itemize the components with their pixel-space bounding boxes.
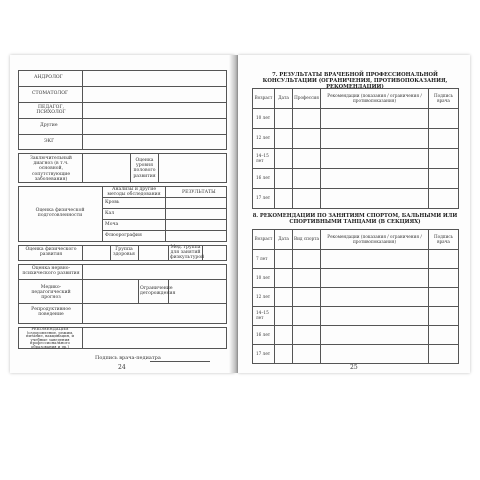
col-header: Подпись врача xyxy=(429,89,459,109)
fitness-assessment-label: Оценка физической подготовленности xyxy=(35,208,85,219)
recommendation-cell[interactable] xyxy=(321,189,429,209)
row-stomatolog: СТОМАТОЛОГ xyxy=(32,91,68,96)
age-cell: 17 лет xyxy=(253,345,275,364)
sport-cell[interactable] xyxy=(293,250,321,269)
recommendations-label: РЕКОМЕНДАЦИИ (оздоровление, режим, питание, вакцинация, и учебные заведения профессионального образования и др.) xyxy=(25,326,74,349)
signature-cell[interactable] xyxy=(429,149,459,169)
left-page xyxy=(10,55,235,373)
recommendation-cell[interactable] xyxy=(321,288,429,307)
date-cell[interactable] xyxy=(275,109,293,129)
row-androlog: АНДРОЛОГ xyxy=(34,75,63,80)
date-cell[interactable] xyxy=(275,307,293,326)
signature-label: Подпись врача-педиатра xyxy=(95,355,161,361)
row-psycholog: ПЕДАГОГ, ПСИХОЛОГ xyxy=(36,105,66,116)
fluorography-label: Флюорография xyxy=(105,233,142,238)
signature-cell[interactable] xyxy=(429,109,459,129)
signature-cell[interactable] xyxy=(429,250,459,269)
table-section-7 xyxy=(252,88,459,209)
reproductive-label: Репродуктивное поведение xyxy=(31,307,71,318)
page-number-right: 25 xyxy=(350,364,358,371)
table-row xyxy=(253,189,459,209)
age-cell: 7 лет xyxy=(253,250,275,269)
divider xyxy=(158,153,159,183)
table-row xyxy=(253,149,459,169)
profession-cell[interactable] xyxy=(293,169,321,189)
section-8-title: 8. РЕКОМЕНДАЦИИ ПО ЗАНЯТИЯМ СПОРТОМ, БАЛЬНЫМИ ИЛИ СПОРТИВНЫМИ ТАНЦАМИ (В СЕКЦИЯХ) xyxy=(252,213,458,225)
divider xyxy=(165,186,166,242)
analyses-label: Анализы и другие методы обследования xyxy=(107,187,161,198)
recommendation-cell[interactable] xyxy=(321,269,429,288)
profession-cell[interactable] xyxy=(293,149,321,169)
sport-cell[interactable] xyxy=(293,326,321,345)
sport-cell[interactable] xyxy=(293,307,321,326)
recommendation-cell[interactable] xyxy=(321,345,429,364)
date-cell[interactable] xyxy=(275,326,293,345)
pe-group-label: Мед. группа для занятий физкультурой xyxy=(170,245,205,261)
age-cell: 16 лет xyxy=(253,326,275,345)
table-row xyxy=(253,109,459,129)
divider xyxy=(102,208,227,209)
divider xyxy=(18,303,227,304)
divider xyxy=(18,118,227,119)
puberty-assessment-label: Оценка уровня полового развития xyxy=(133,158,156,179)
sport-cell[interactable] xyxy=(293,269,321,288)
age-cell: 12 лет xyxy=(253,129,275,149)
divider xyxy=(82,153,83,183)
col-header: Дата xyxy=(275,230,293,250)
signature-cell[interactable] xyxy=(429,269,459,288)
childbearing-limit-label: Ограничение деторождения xyxy=(140,286,176,297)
date-cell[interactable] xyxy=(275,189,293,209)
final-diagnosis-label: Заключительный диагноз (в т.ч. основной, сопутствующие заболевания) xyxy=(30,156,72,182)
table-section-8 xyxy=(252,229,459,364)
results-label: РЕЗУЛЬТАТЫ xyxy=(182,190,216,195)
table-row xyxy=(253,269,459,288)
date-cell[interactable] xyxy=(275,269,293,288)
recommendation-cell[interactable] xyxy=(321,250,429,269)
divider xyxy=(18,279,227,280)
divider xyxy=(82,264,83,324)
col-header: Возраст xyxy=(253,89,275,109)
date-cell[interactable] xyxy=(275,149,293,169)
signature-cell[interactable] xyxy=(429,169,459,189)
divider xyxy=(82,70,83,150)
date-cell[interactable] xyxy=(275,129,293,149)
divider xyxy=(102,186,103,242)
table-row xyxy=(253,307,459,326)
divider xyxy=(138,245,139,261)
recommendation-cell[interactable] xyxy=(321,109,429,129)
profession-cell[interactable] xyxy=(293,129,321,149)
stool-label: Кал xyxy=(105,211,115,216)
recommendation-cell[interactable] xyxy=(321,169,429,189)
col-header: Возраст xyxy=(253,230,275,250)
table-row xyxy=(253,169,459,189)
divider xyxy=(102,230,227,231)
age-cell: 14–15 лет xyxy=(253,149,275,169)
signature-cell[interactable] xyxy=(429,345,459,364)
recommendation-cell[interactable] xyxy=(321,307,429,326)
col-header: Вид спорта xyxy=(293,230,321,250)
physical-dev-label: Оценка физического развития xyxy=(25,247,77,258)
table-row xyxy=(253,288,459,307)
col-header: Дата xyxy=(275,89,293,109)
signature-cell[interactable] xyxy=(429,326,459,345)
divider xyxy=(110,245,111,261)
date-cell[interactable] xyxy=(275,250,293,269)
date-cell[interactable] xyxy=(275,345,293,364)
divider xyxy=(102,219,227,220)
signature-cell[interactable] xyxy=(429,189,459,209)
urine-label: Моча xyxy=(105,222,119,227)
age-cell: 17 лет xyxy=(253,189,275,209)
recommendation-cell[interactable] xyxy=(321,149,429,169)
divider xyxy=(82,327,83,349)
med-ped-prognosis-label: Медико-педагогический прогноз xyxy=(31,285,71,301)
table-row xyxy=(253,250,459,269)
recommendation-cell[interactable] xyxy=(321,326,429,345)
age-cell: 10 лет xyxy=(253,269,275,288)
signature-line xyxy=(150,361,210,362)
neuro-dev-label: Оценка нервно-психического развития xyxy=(22,266,80,277)
blood-label: Кровь xyxy=(105,200,120,205)
age-cell: 16 лет xyxy=(253,169,275,189)
divider xyxy=(18,86,227,87)
page-number-left: 24 xyxy=(118,364,126,371)
divider xyxy=(130,153,131,183)
recommendation-cell[interactable] xyxy=(321,129,429,149)
sport-cell[interactable] xyxy=(293,345,321,364)
profession-cell[interactable] xyxy=(293,109,321,129)
col-header: Профессия xyxy=(293,89,321,109)
table-row xyxy=(253,326,459,345)
table-row xyxy=(253,345,459,364)
signature-cell[interactable] xyxy=(429,307,459,326)
row-ekg: ЭКГ xyxy=(44,139,55,144)
divider xyxy=(168,245,169,261)
signature-cell[interactable] xyxy=(429,129,459,149)
divider xyxy=(82,245,83,261)
col-header: Рекомендации (показания / ограничения / противопоказания) xyxy=(321,230,429,250)
age-cell: 12 лет xyxy=(253,288,275,307)
age-cell: 10 лет xyxy=(253,109,275,129)
sport-cell[interactable] xyxy=(293,288,321,307)
date-cell[interactable] xyxy=(275,169,293,189)
divider xyxy=(138,279,139,303)
divider xyxy=(18,134,227,135)
signature-cell[interactable] xyxy=(429,288,459,307)
date-cell[interactable] xyxy=(275,288,293,307)
row-drugie: Другие xyxy=(40,123,58,128)
divider xyxy=(18,102,227,103)
right-page xyxy=(238,55,470,373)
col-header: Подпись врача xyxy=(429,230,459,250)
age-cell: 14–15 лет xyxy=(253,307,275,326)
col-header: Рекомендации (показания / ограничения / противопоказания) xyxy=(321,89,429,109)
profession-cell[interactable] xyxy=(293,189,321,209)
health-group-label: Группа здоровья xyxy=(113,247,135,258)
section-7-title: 7. РЕЗУЛЬТАТЫ ВРАЧЕБНОЙ ПРОФЕССИОНАЛЬНОЙ КОНСУЛЬТАЦИИ (ОГРАНИЧЕНИЯ, ПРОТИВОПОКАЗАНИЯ, РЕКОМЕНДАЦИИ) xyxy=(262,72,448,90)
table-row xyxy=(253,129,459,149)
